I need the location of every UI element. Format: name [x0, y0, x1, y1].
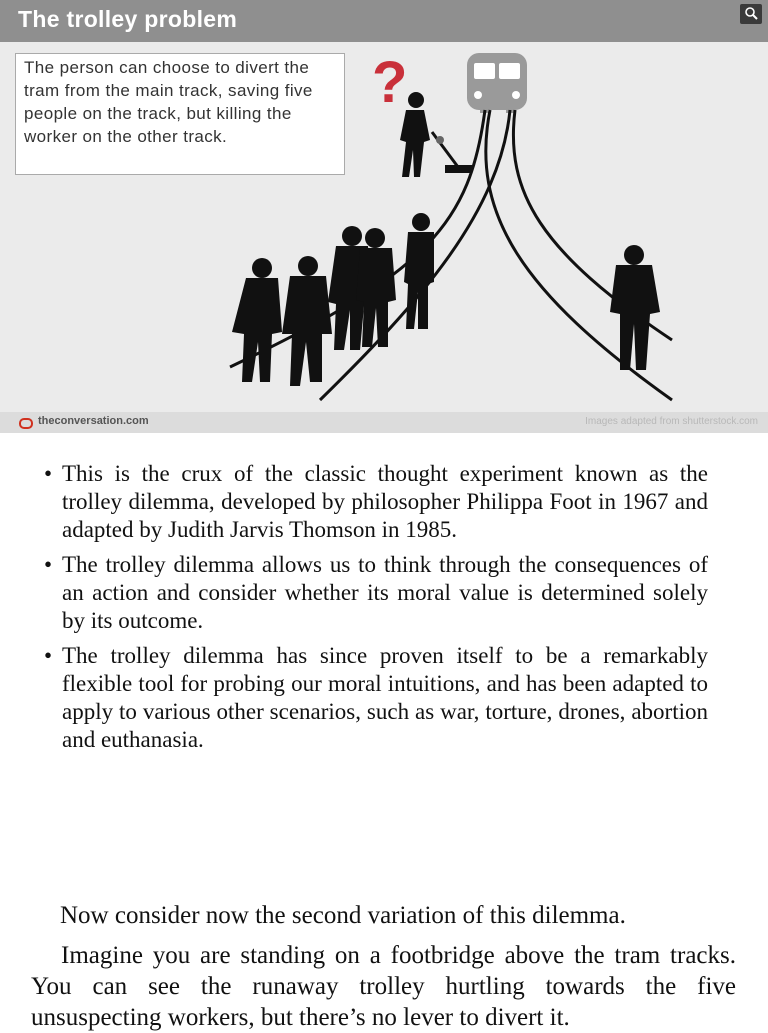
question-mark: ?: [372, 50, 408, 115]
source-credit[interactable]: theconversation.com: [38, 415, 149, 427]
figure-title: The trolley problem: [18, 6, 238, 32]
image-credit: Images adapted from shutterstock.com: [585, 416, 758, 427]
figure-header: [0, 0, 768, 42]
figure-caption: The person can choose to divert the tram from the main track, saving five people on the track, but killing the worker on the other track.: [15, 53, 345, 175]
paragraph-footbridge: Imagine you are standing on a footbridge above the tram tracks. You can see the runaway trolley hurtling towards the five unsuspecting workers, but there’s no lever to divert it.: [31, 942, 736, 1031]
bullet-list: [44, 460, 708, 761]
figure-footer: [0, 412, 768, 433]
lone-worker-silhouette: [610, 245, 660, 370]
search-button[interactable]: [740, 4, 762, 24]
conversation-logo-icon: [19, 418, 33, 429]
bullet-marker: •: [44, 461, 53, 486]
five-workers-silhouettes: [232, 213, 434, 386]
list-item: [44, 642, 708, 754]
magnifier-icon: [740, 4, 762, 24]
tram-icon: [467, 53, 527, 113]
bullet-text: This is the crux of the classic thought experiment known as the trolley dilemma, developed by philosopher Philippa Foot in 1967 and adapted by Judith Jarvis Thomson in 1985.: [62, 461, 708, 542]
lever-icon: [432, 132, 472, 173]
bullet-marker: •: [44, 643, 53, 668]
trolley-problem-figure: [0, 0, 768, 433]
trolley-scene-illustration: [0, 42, 768, 412]
list-item: [44, 551, 708, 635]
paragraph-second-variation: Now consider now the second variation of this dilemma.: [60, 902, 626, 929]
bullet-text: The trolley dilemma has since proven itself to be a remarkably flexible tool for probing our moral intuitions, and has been adapted to apply to various other scenarios, such as war, torture, drones, abortion and euthanasia.: [62, 643, 708, 752]
bullet-marker: •: [44, 552, 53, 577]
bullet-text: The trolley dilemma allows us to think through the consequences of an action and consider whether its moral value is determined solely by its outcome.: [62, 552, 708, 633]
list-item: [44, 460, 708, 544]
